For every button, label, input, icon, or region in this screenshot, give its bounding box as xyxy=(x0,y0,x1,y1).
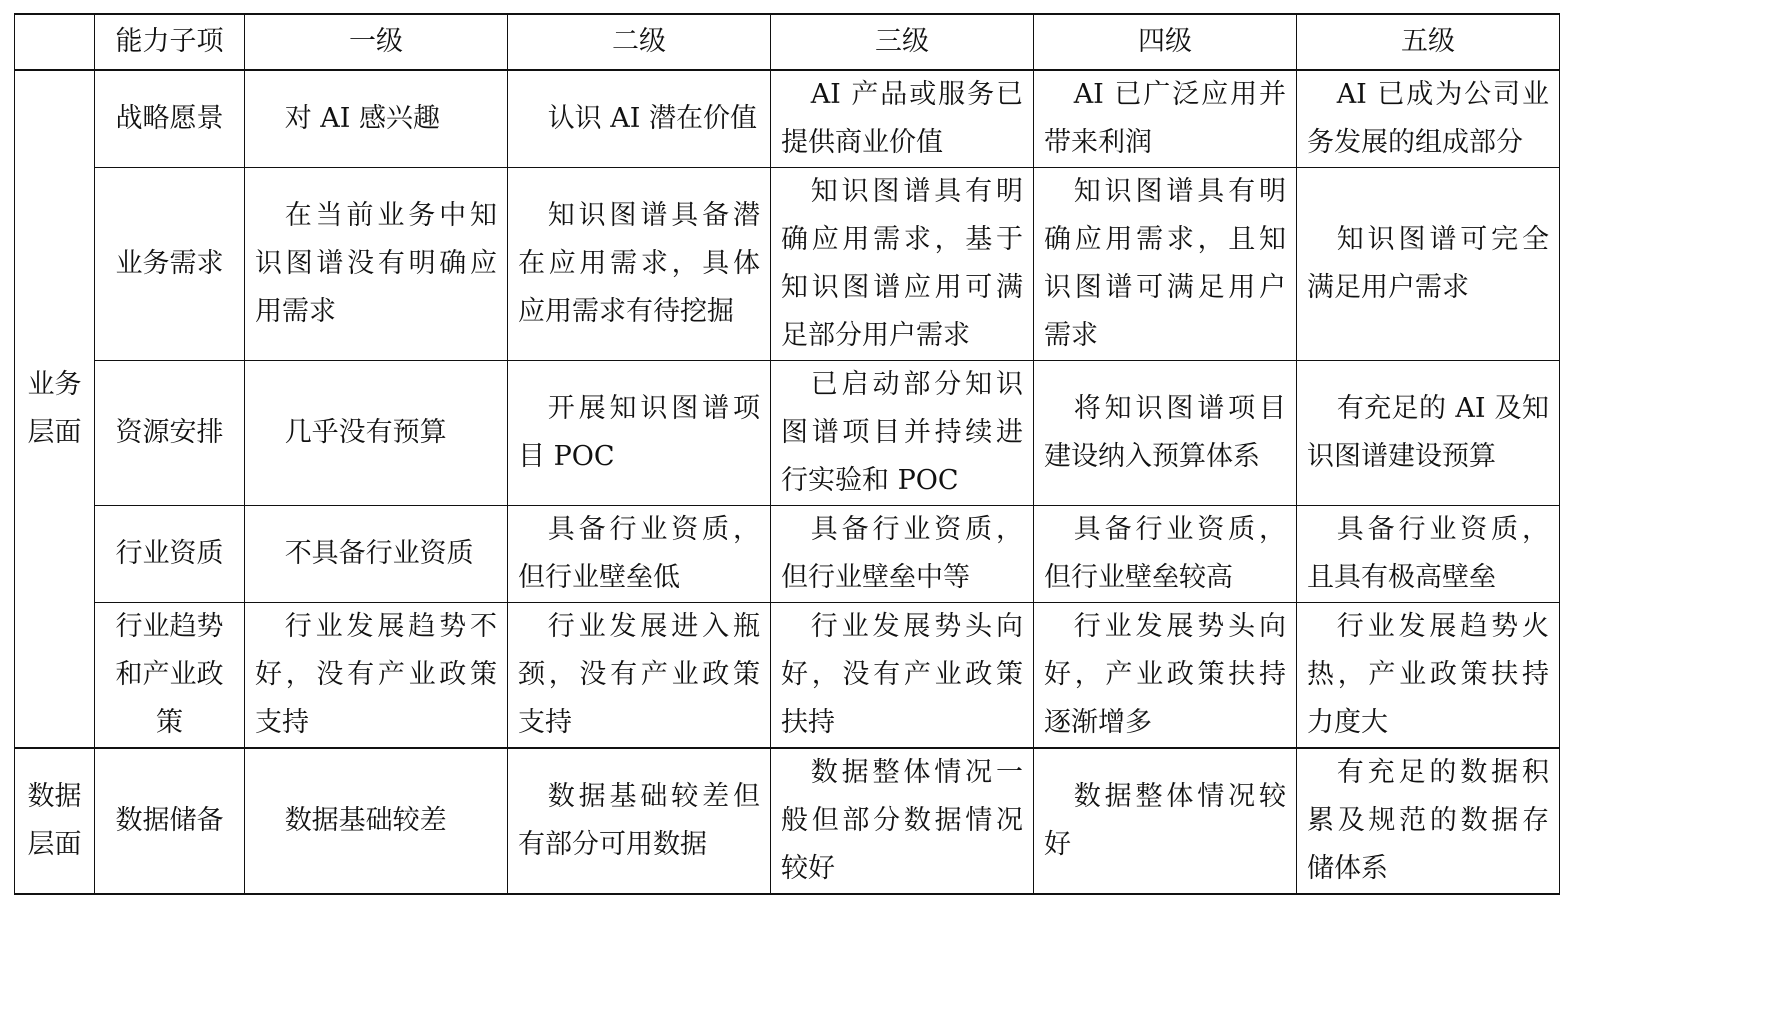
sub-item: 行业资质 xyxy=(95,506,245,603)
level-cell: 认识 AI 潜在价值 xyxy=(508,70,771,168)
header-level-3: 三级 xyxy=(771,14,1034,70)
category-data: 数据层面 xyxy=(15,748,95,894)
level-cell: 知识图谱可完全满足用户需求 xyxy=(1297,168,1560,361)
level-cell: 有充足的 AI 及知识图谱建设预算 xyxy=(1297,361,1560,506)
table-row xyxy=(15,70,1560,168)
header-sub-label: 能力子项 xyxy=(95,14,245,70)
table-row xyxy=(15,506,1560,603)
level-cell: 知识图谱具有明确应用需求，且知识图谱可满足用户需求 xyxy=(1034,168,1297,361)
level-cell: 行业发展趋势不好，没有产业政策支持 xyxy=(245,603,508,749)
table-row xyxy=(15,603,1560,749)
table-row xyxy=(15,748,1560,894)
level-cell: 对 AI 感兴趣 xyxy=(245,70,508,168)
level-cell: 不具备行业资质 xyxy=(245,506,508,603)
sub-item: 业务需求 xyxy=(95,168,245,361)
sub-item: 资源安排 xyxy=(95,361,245,506)
header-level-4: 四级 xyxy=(1034,14,1297,70)
corner-cell xyxy=(15,14,95,70)
level-cell: 具备行业资质，且具有极高壁垒 xyxy=(1297,506,1560,603)
level-cell: 具备行业资质，但行业壁垒中等 xyxy=(771,506,1034,603)
level-cell: 数据整体情况一般但部分数据情况较好 xyxy=(771,748,1034,894)
level-cell: 行业发展趋势火热，产业政策扶持力度大 xyxy=(1297,603,1560,749)
table-row xyxy=(15,361,1560,506)
category-business: 业务层面 xyxy=(15,70,95,748)
level-cell: AI 产品或服务已提供商业价值 xyxy=(771,70,1034,168)
level-cell: 有充足的数据积累及规范的数据存储体系 xyxy=(1297,748,1560,894)
level-cell: AI 已广泛应用并带来利润 xyxy=(1034,70,1297,168)
level-cell: 具备行业资质，但行业壁垒低 xyxy=(508,506,771,603)
level-cell: 几乎没有预算 xyxy=(245,361,508,506)
sub-item: 战略愿景 xyxy=(95,70,245,168)
table-wrapper xyxy=(14,13,1560,895)
level-cell: 数据整体情况较好 xyxy=(1034,748,1297,894)
level-cell: 开展知识图谱项目 POC xyxy=(508,361,771,506)
level-cell: 知识图谱具有明确应用需求，基于知识图谱应用可满足部分用户需求 xyxy=(771,168,1034,361)
level-cell: 数据基础较差 xyxy=(245,748,508,894)
header-level-5: 五级 xyxy=(1297,14,1560,70)
header-row xyxy=(15,14,1560,70)
capability-maturity-table xyxy=(14,13,1560,895)
level-cell: 在当前业务中知识图谱没有明确应用需求 xyxy=(245,168,508,361)
level-cell: 行业发展势头向好，产业政策扶持逐渐增多 xyxy=(1034,603,1297,749)
level-cell: 已启动部分知识图谱项目并持续进行实验和 POC xyxy=(771,361,1034,506)
level-cell: 将知识图谱项目建设纳入预算体系 xyxy=(1034,361,1297,506)
level-cell: 数据基础较差但有部分可用数据 xyxy=(508,748,771,894)
table-row xyxy=(15,168,1560,361)
sub-item: 数据储备 xyxy=(95,748,245,894)
level-cell: 行业发展进入瓶颈，没有产业政策支持 xyxy=(508,603,771,749)
level-cell: 具备行业资质，但行业壁垒较高 xyxy=(1034,506,1297,603)
sub-item: 行业趋势和产业政策 xyxy=(95,603,245,749)
level-cell: AI 已成为公司业务发展的组成部分 xyxy=(1297,70,1560,168)
header-level-2: 二级 xyxy=(508,14,771,70)
level-cell: 行业发展势头向好，没有产业政策扶持 xyxy=(771,603,1034,749)
level-cell: 知识图谱具备潜在应用需求，具体应用需求有待挖掘 xyxy=(508,168,771,361)
header-level-1: 一级 xyxy=(245,14,508,70)
